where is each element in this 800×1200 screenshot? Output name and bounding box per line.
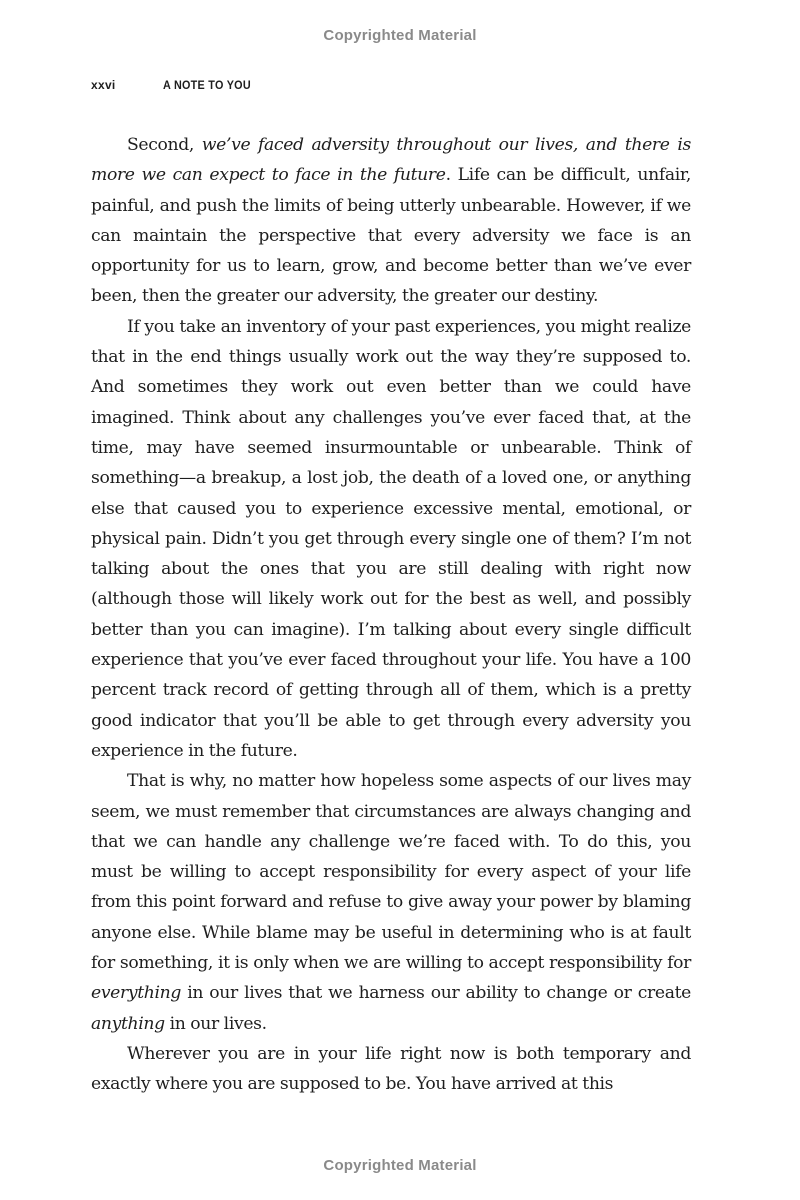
paragraph-4-text: Wherever you are in your life right now is both temporary and exactly where you are supposed to be. You have arrived at this <box>91 1043 691 1095</box>
page-number: xxvi <box>91 78 116 92</box>
paragraph-1-text: . Life can be difficult, unfair, painful, and push the limits of being utterly unbearable. However, if we can maintain the perspective that every adversity we face is an opportunity for us to learn, grow, and become better than we’ve ever been, then the greater our adversity, the greater our destiny. <box>91 165 691 307</box>
copyright-watermark-top: Copyrighted Material <box>323 27 477 44</box>
paragraph-3 <box>91 766 691 1039</box>
paragraph-3-italic-anything: anything <box>91 1013 165 1034</box>
running-head <box>91 78 261 92</box>
running-head-title: A NOTE TO YOU <box>163 78 251 92</box>
paragraph-3-text: in our lives that we harness our ability to change or create <box>181 983 691 1004</box>
copyright-watermark-bottom: Copyrighted Material <box>323 1157 477 1174</box>
paragraph-2-text: If you take an inventory of your past experiences, you might realize that in the end things usually work out the way they’re supposed to. And sometimes they work out even better than we could have imagined. Think about any challenges you’ve ever faced that, at the time, may have seemed insurmountable or unbearable. Think of something—a breakup, a lost job, the death of a loved one, or anything else that caused you to experience excessive mental, emotional, or physical pain. Didn’t you get through every single one of them? I’m not talking about the ones that you are still dealing with right now (although those will likely work out for the best as well, and possibly better than you can imagine). I’m talking about every single difficult experience that you’ve ever faced throughout your life. You have a 100 percent track record of getting through all of them, which is a pretty good indicator that you’ll be able to get through every adversity you experience in the future. <box>91 316 691 761</box>
paragraph-3-italic-everything: everything <box>91 983 182 1004</box>
paragraph-1-italic-text: we’ve faced adversity throughout our lives, and there is more we can expect to face in the future <box>91 135 691 186</box>
paragraph-3-text: That is why, no matter how hopeless some aspects of our lives may seem, we must remember that circumstances are always changing and that we can handle any challenge we’re faced with. To do this, you must be willing to accept responsibility for every aspect of your life from this point forward and refuse to give away your power by blaming anyone else. While blame may be useful in determining who is at fault for something, it is only when we are willing to accept responsibility for <box>91 771 691 974</box>
paragraph-2 <box>91 312 691 766</box>
paragraph-1 <box>91 130 691 312</box>
paragraph-4 <box>91 1039 691 1100</box>
body-text <box>91 130 691 1100</box>
paragraph-3-text: in our lives. <box>164 1013 267 1034</box>
paragraph-1-text: Second, <box>127 135 202 155</box>
